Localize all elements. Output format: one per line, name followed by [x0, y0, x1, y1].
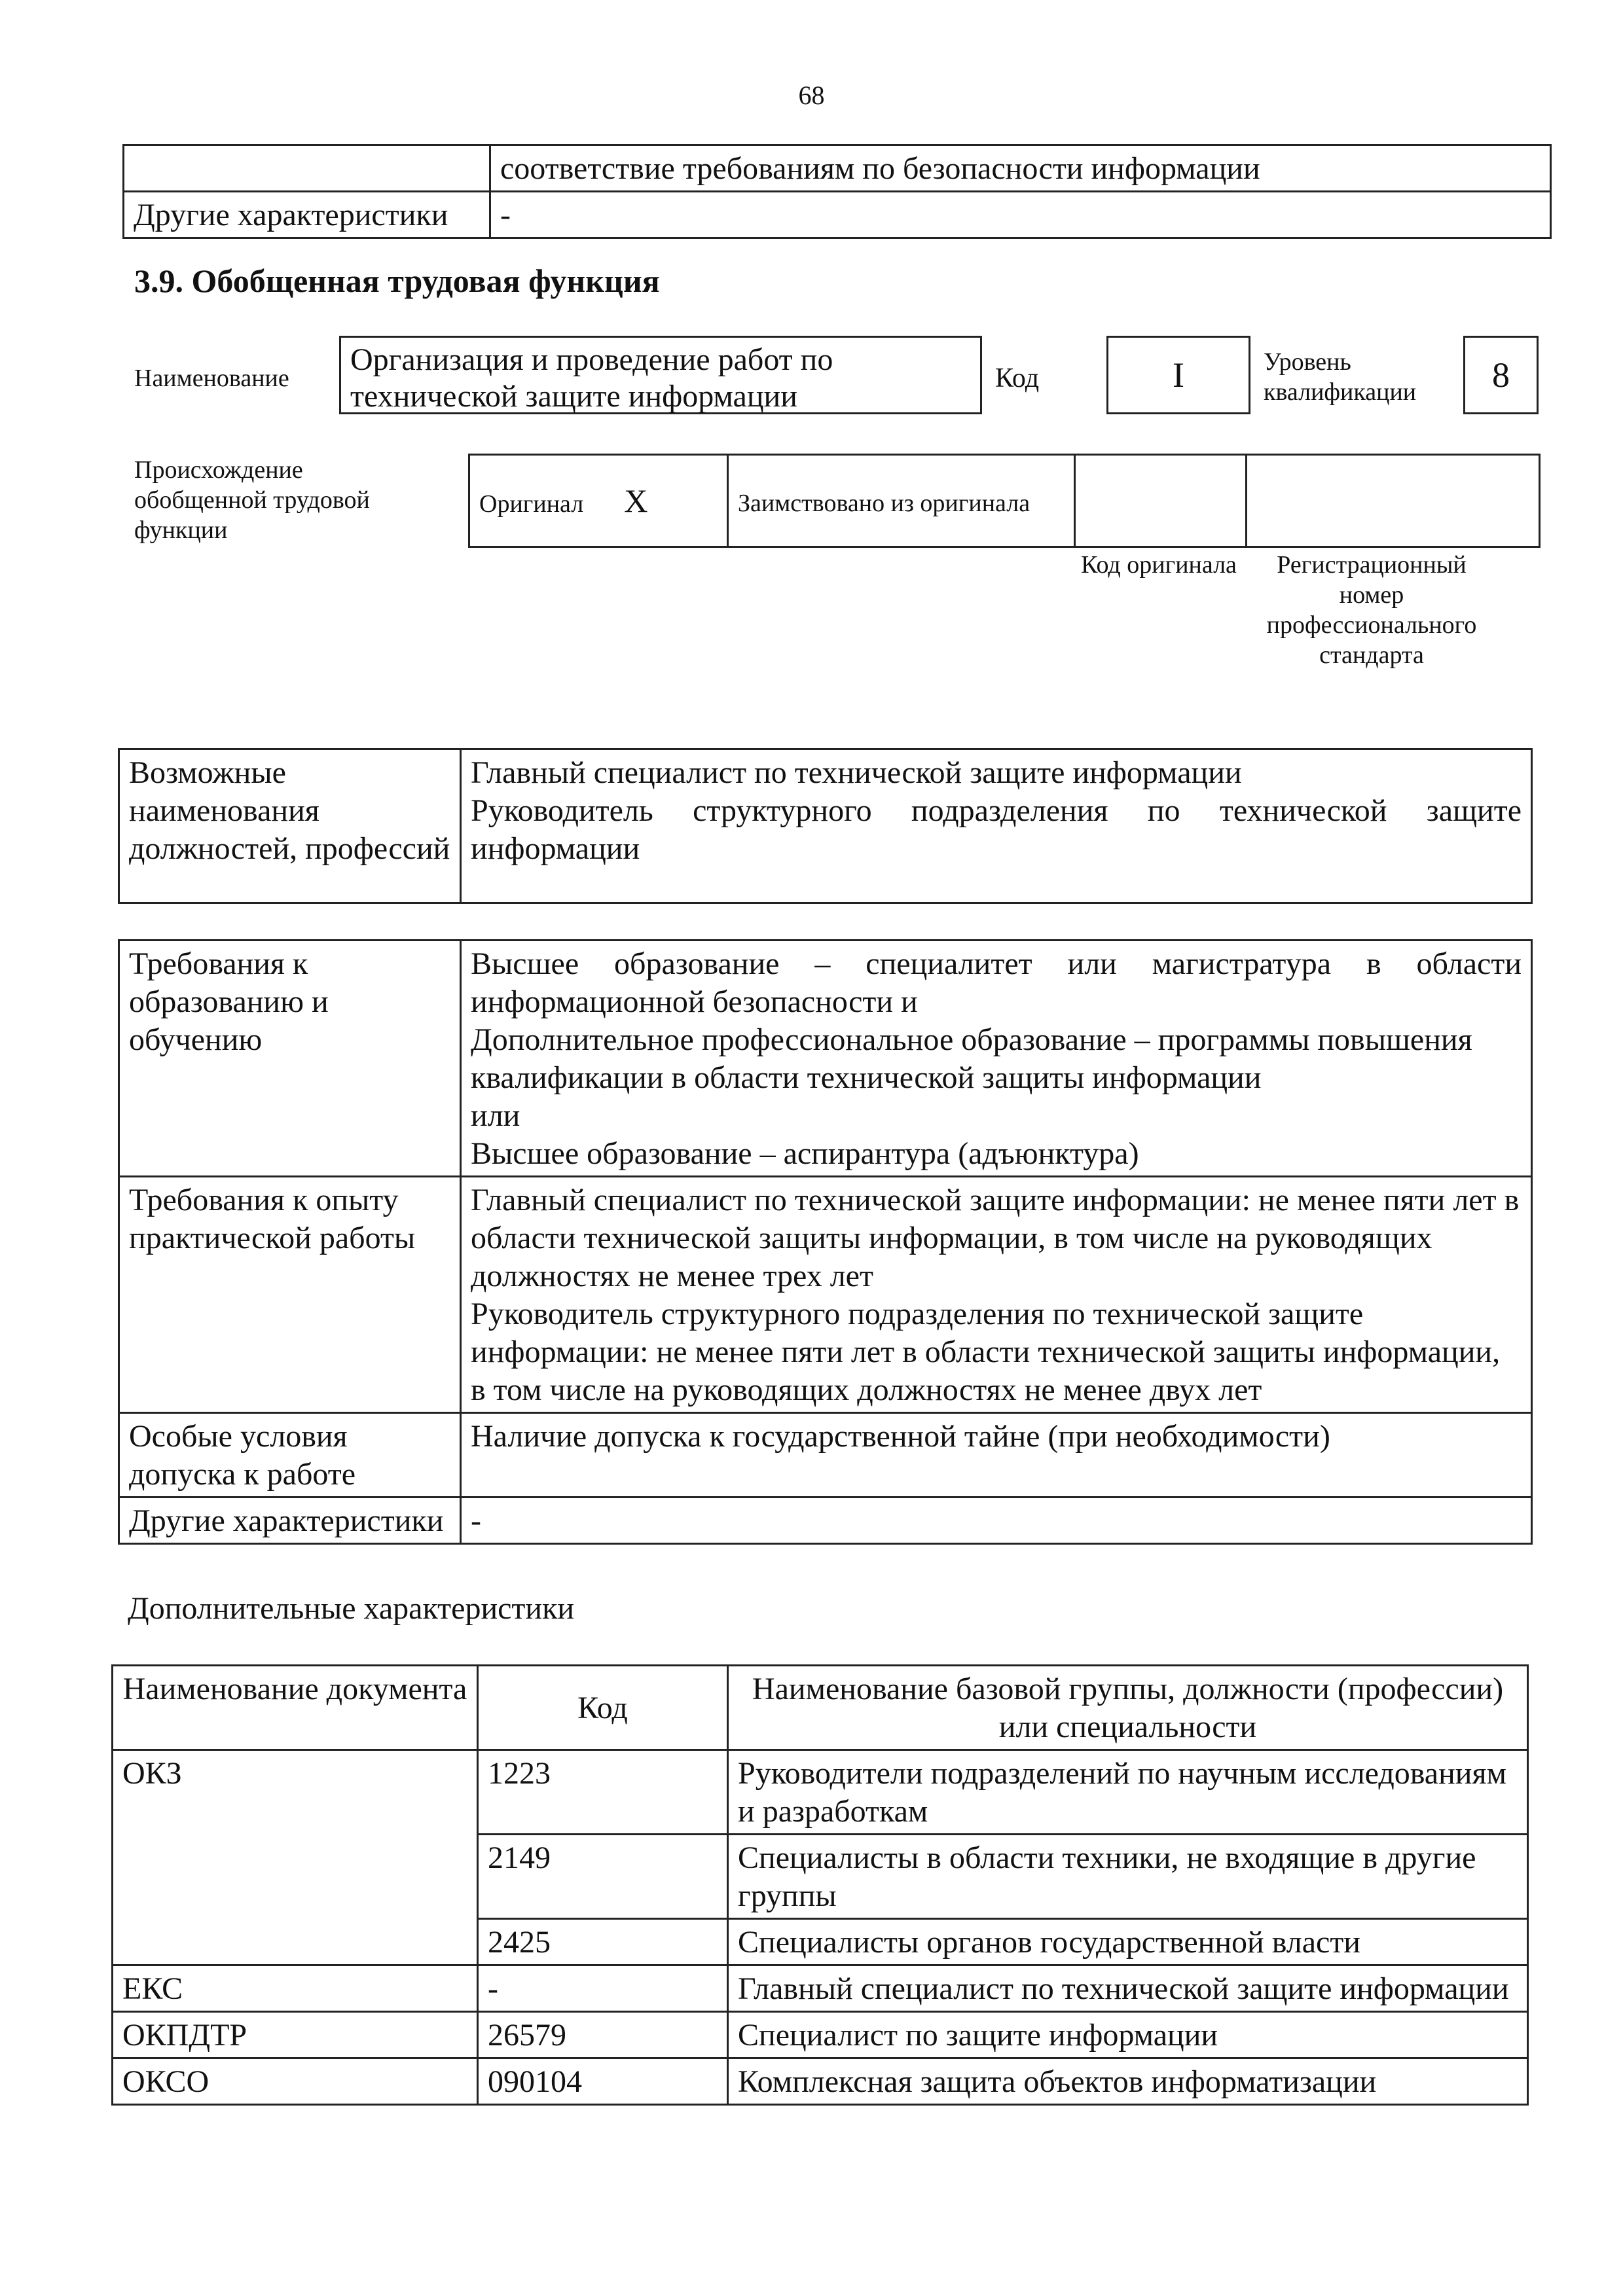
cell-doc: ОКСО: [113, 2058, 478, 2105]
cell-doc: ОКЗ: [113, 1750, 478, 1965]
positions-label: Возможные наименования должностей, профессий: [119, 749, 461, 903]
name-value: Организация и проведение работ по технической защите информации: [350, 342, 833, 414]
table-row: [113, 2012, 1528, 2058]
section-title: 3.9. Обобщенная трудовая функция: [134, 262, 660, 299]
top-table: [122, 144, 1552, 239]
cell-name: Руководители подразделений по научным исследованиям и разработкам: [728, 1750, 1528, 1835]
origin-label: Происхождение обобщенной трудовой функции: [134, 456, 370, 544]
borrowed-label: Заимствовано из оригинала: [738, 490, 1030, 517]
top-row1-value: соответствие требованиям по безопасности информации: [490, 145, 1551, 192]
table-header-row: [113, 1666, 1528, 1750]
cell-name: Специалисты в области техники, не входящие в другие группы: [728, 1835, 1528, 1919]
table-row: [119, 1177, 1532, 1413]
experience-p1: Главный специалист по технической защите информации: не менее пяти лет в области технической защиты информации, в том числе на руководящих должностях не менее трех лет: [471, 1183, 1520, 1293]
table-row: [469, 455, 1540, 547]
education-label: Требования к образованию и обучению: [119, 941, 461, 1177]
header-name: Наименование базовой группы, должности (профессии) или специальности: [728, 1666, 1528, 1750]
code-original-label: Код оригинала: [1081, 551, 1237, 579]
name-label: Наименование: [134, 365, 289, 392]
cell-code: 090104: [478, 2058, 728, 2105]
original-mark: X: [624, 482, 648, 519]
code-label: Код: [995, 363, 1040, 393]
other-value: -: [461, 1498, 1532, 1544]
reg-number-cell: [1247, 455, 1540, 547]
header-doc: Наименование документа: [113, 1666, 478, 1750]
top-row2-value: -: [490, 192, 1551, 238]
additional-table: [111, 1664, 1529, 2106]
code-value: I: [1173, 355, 1184, 395]
code-original-cell: [1075, 455, 1247, 547]
table-row: [119, 749, 1532, 903]
table-row: [113, 1965, 1528, 2012]
reg-number-label: Регистрационный номер профессионального стандарта: [1266, 551, 1477, 669]
cell-code: -: [478, 1965, 728, 2012]
cell-doc: ЕКС: [113, 1965, 478, 2012]
education-p3: или: [471, 1098, 520, 1133]
position-1: Главный специалист по технической защите информации: [471, 755, 1242, 790]
positions-table: [118, 748, 1533, 904]
education-p4: Высшее образование – аспирантура (адъюнктура): [471, 1136, 1139, 1171]
origin-table: [468, 454, 1541, 548]
original-label: Оригинал: [479, 490, 584, 518]
cell-code: 2425: [478, 1919, 728, 1965]
table-row: [119, 941, 1532, 1177]
page-number: 68: [798, 81, 825, 110]
level-label: Уровень квалификации: [1264, 348, 1417, 406]
cell-doc: ОКПДТР: [113, 2012, 478, 2058]
cell-name: Специалист по защите информации: [728, 2012, 1528, 2058]
table-row: [119, 1413, 1532, 1498]
cell-code: 2149: [478, 1835, 728, 1919]
position-2: Руководитель структурного подразделения по технической защите информации: [471, 793, 1522, 866]
experience-label: Требования к опыту практической работы: [119, 1177, 461, 1413]
cell-name: Комплексная защита объектов информатизации: [728, 2058, 1528, 2105]
top-row1-label: [124, 145, 490, 192]
conditions-label: Особые условия допуска к работе: [119, 1413, 461, 1498]
requirements-table: [118, 939, 1533, 1545]
table-row: [124, 145, 1551, 192]
cell-code: 1223: [478, 1750, 728, 1835]
table-row: [124, 192, 1551, 238]
conditions-value: Наличие допуска к государственной тайне (при необходимости): [461, 1413, 1532, 1498]
table-row: [119, 1498, 1532, 1544]
header-code: Код: [478, 1666, 728, 1750]
cell-name: Специалисты органов государственной власти: [728, 1919, 1528, 1965]
education-p2: Дополнительное профессиональное образование – программы повышения квалификации в области технической защиты информации: [471, 1022, 1472, 1095]
experience-p2: Руководитель структурного подразделения по технической защите информации: не менее пяти лет в области технической защиты информации, в том числе на руководящих должностях не менее двух лет: [471, 1297, 1501, 1407]
table-row: [113, 2058, 1528, 2105]
code-value-box: [1106, 336, 1250, 414]
level-value-box: [1463, 336, 1539, 414]
additional-title: Дополнительные характеристики: [128, 1591, 575, 1626]
table-row: [113, 1750, 1528, 1835]
cell-code: 26579: [478, 2012, 728, 2058]
level-value: 8: [1492, 355, 1510, 395]
top-row2-label: Другие характеристики: [124, 192, 490, 238]
cell-name: Главный специалист по технической защите информации: [728, 1965, 1528, 2012]
education-p1: Высшее образование – специалитет или магистратура в области информационной безопасности и: [471, 946, 1522, 1019]
other-label: Другие характеристики: [119, 1498, 461, 1544]
name-value-box: [339, 336, 982, 414]
